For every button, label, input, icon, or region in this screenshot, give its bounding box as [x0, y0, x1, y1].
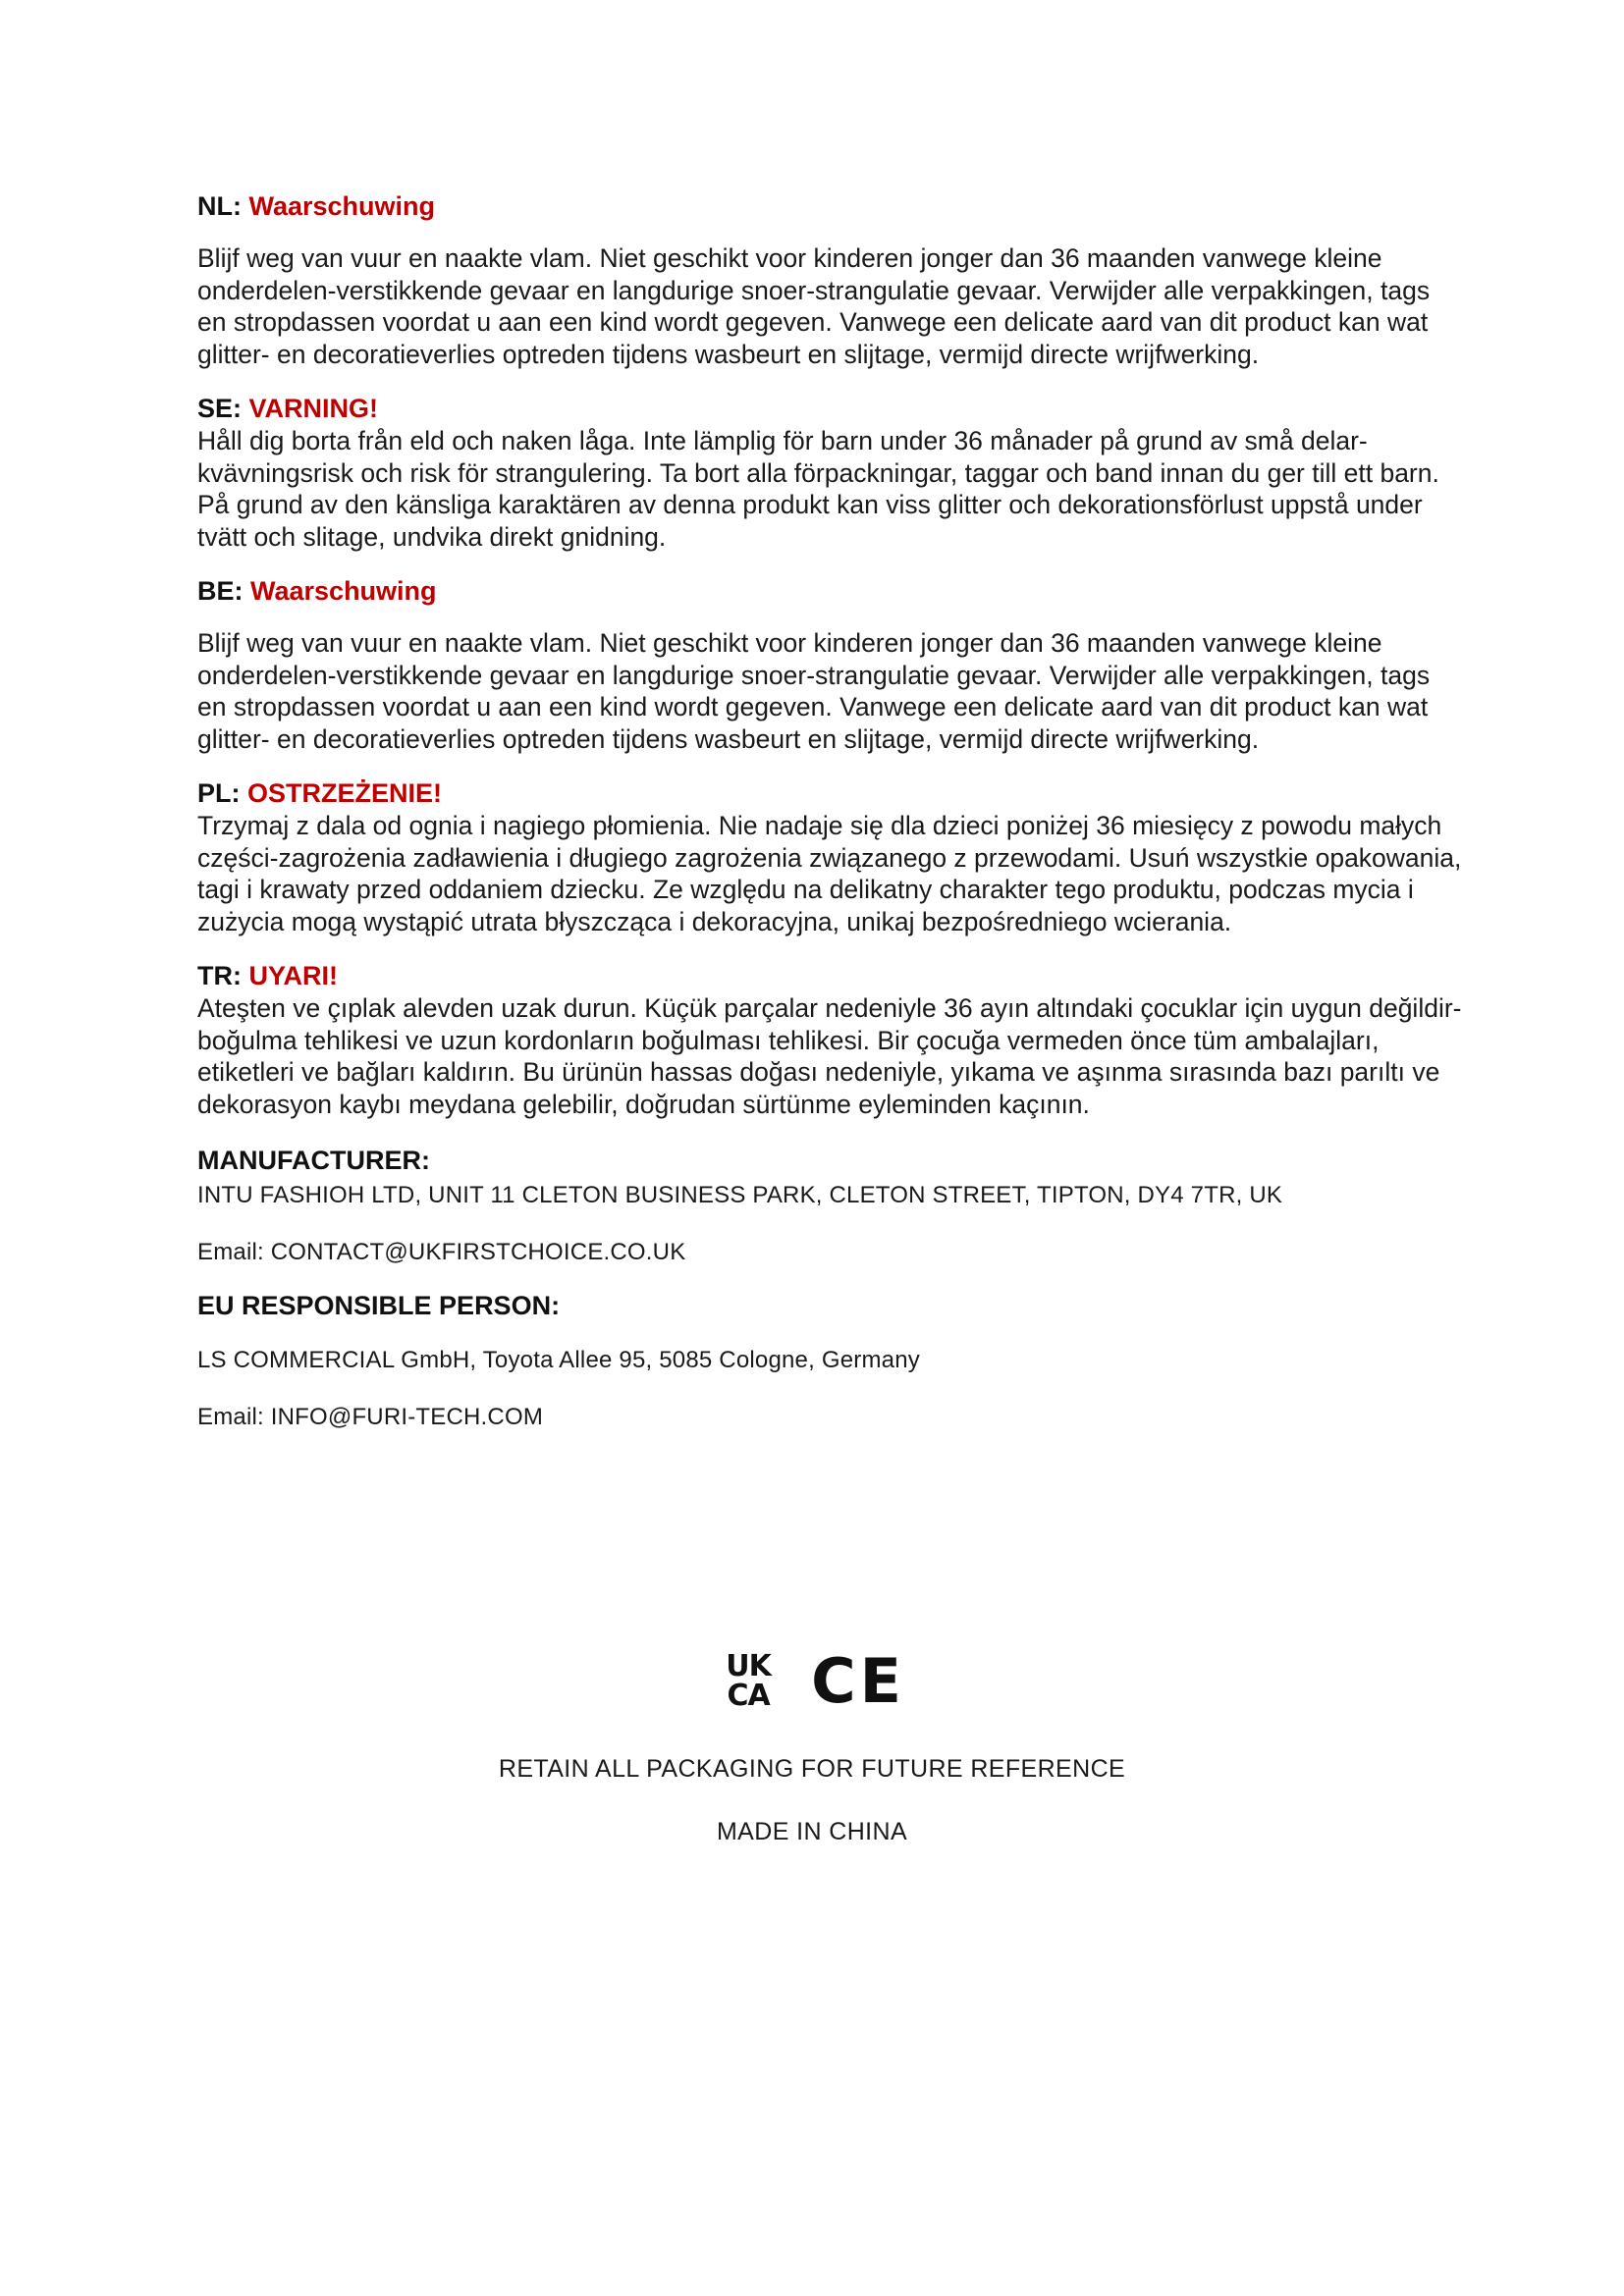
lang-code-pl: PL:	[197, 778, 241, 808]
lang-code-nl: NL:	[197, 191, 242, 221]
section-be	[197, 574, 1464, 755]
made-in-text: MADE IN CHINA	[716, 1818, 908, 1845]
section-nl-heading	[197, 189, 1464, 223]
warning-text-pl: Trzymaj z dala od ognia i nagiego płomienia. Nie nadaje się dla dzieci poniżej 36 miesięcy z powodu małych części-zagrożenia zadławienia i długiego zagrożenia związanego z przewodami. Usuń wszystkie opakowania, tagi i krawaty przed oddaniem dziecku. Ze względu na delikatny charakter tego produktu, podczas mycia i zużycia mogą wystąpić utrata błyszcząca i dekoracyjna, unikaj bezpośredniego wcierania.	[197, 811, 1462, 936]
warning-title-be: Waarschuwing	[250, 576, 437, 606]
section-be-heading	[197, 574, 1464, 608]
conformity-marks	[0, 1647, 1624, 1716]
ukca-mark-icon	[719, 1649, 778, 1713]
section-nl	[197, 189, 1464, 370]
manufacturer-heading: MANUFACTURER:	[197, 1146, 430, 1175]
eu-responsible-email: Email: INFO@FURI-TECH.COM	[197, 1404, 544, 1430]
warning-title-nl: Waarschuwing	[248, 191, 436, 221]
lang-code-se: SE:	[197, 394, 243, 423]
section-se	[197, 392, 1464, 553]
lang-code-be: BE:	[197, 576, 244, 606]
ce-mark-icon	[811, 1645, 905, 1717]
section-se-heading	[197, 392, 1464, 425]
footer-retain	[0, 1754, 1624, 1784]
eu-responsible-address: LS COMMERCIAL GmbH, Toyota Allee 95, 5085 Cologne, Germany	[197, 1347, 920, 1373]
warning-text-tr: Ateşten ve çıplak alevden uzak durun. Küçük parçalar nedeniyle 36 ayın altındaki çocuklar için uygun değildir-boğulma tehlikesi ve uzun kordonların boğulması tehlikesi. Bir çocuğa vermeden önce tüm ambalajları, etiketleri ve bağları kaldırın. Bu ürünün hassas doğası nedeniyle, yıkama ve aşınma sırasında bazı parıltı ve dekorasyon kaybı meydana gelebilir, doğrudan sürtünme eyleminden kaçının.	[197, 993, 1462, 1119]
lang-code-tr: TR:	[197, 961, 242, 990]
warning-text-be: Blijf weg van vuur en naakte vlam. Niet geschikt voor kinderen jonger dan 36 maanden vanwege kleine onderdelen-verstikkende gevaar en langdurige snoer-strangulatie gevaar. Verwijder alle verpakkingen, tags en stropdassen voordat u aan een kind wordt gegeven. Vanwege een delicate aard van dit product kan wat glitter- en decoratieverlies optreden tijdens wasbeurt en slijtage, vermijd directe wrijfwerking.	[197, 628, 1431, 754]
warning-title-tr: UYARI!	[248, 961, 339, 990]
eu-responsible-section	[197, 1289, 1464, 1432]
section-tr	[197, 959, 1464, 1120]
warning-title-pl: OSTRZEŻENIE!	[247, 778, 443, 808]
warning-text-nl: Blijf weg van vuur en naakte vlam. Niet geschikt voor kinderen jonger dan 36 maanden vanwege kleine onderdelen-verstikkende gevaar en langdurige snoer-strangulatie gevaar. Verwijder alle verpakkingen, tags en stropdassen voordat u aan een kind wordt gegeven. Vanwege een delicate aard van dit product kan wat glitter- en decoratieverlies optreden tijdens wasbeurt en slijtage, vermijd directe wrijfwerking.	[197, 243, 1431, 369]
manufacturer-address: INTU FASHIOH LTD, UNIT 11 CLETON BUSINESS PARK, CLETON STREET, TIPTON, DY4 7TR, UK	[197, 1182, 1283, 1208]
warning-text-se: Håll dig borta från eld och naken låga. Inte lämplig för barn under 36 månader på grund av små delar-kvävningsrisk och risk för strangulering. Ta bort alla förpackningar, taggar och band innan du ger till ett barn. På grund av den känsliga karaktären av denna produkt kan viss glitter och dekorationsförlust uppstå under tvätt och slitage, undvika direkt gnidning.	[197, 426, 1439, 552]
warning-content	[197, 189, 1464, 1432]
warning-title-se: VARNING!	[248, 394, 379, 423]
section-tr-heading	[197, 959, 1464, 992]
ukca-mark-top: UK	[726, 1649, 771, 1683]
ce-mark: CE	[811, 1645, 905, 1717]
section-pl	[197, 776, 1464, 937]
manufacturer-section	[197, 1144, 1464, 1267]
section-pl-heading	[197, 776, 1464, 810]
eu-responsible-heading: EU RESPONSIBLE PERSON:	[197, 1291, 561, 1320]
manufacturer-email: Email: CONTACT@UKFIRSTCHOICE.CO.UK	[197, 1239, 686, 1265]
ukca-mark-bottom: CA	[727, 1679, 770, 1713]
retain-packaging-text: RETAIN ALL PACKAGING FOR FUTURE REFERENCE	[498, 1755, 1126, 1783]
footer-origin	[0, 1817, 1624, 1846]
